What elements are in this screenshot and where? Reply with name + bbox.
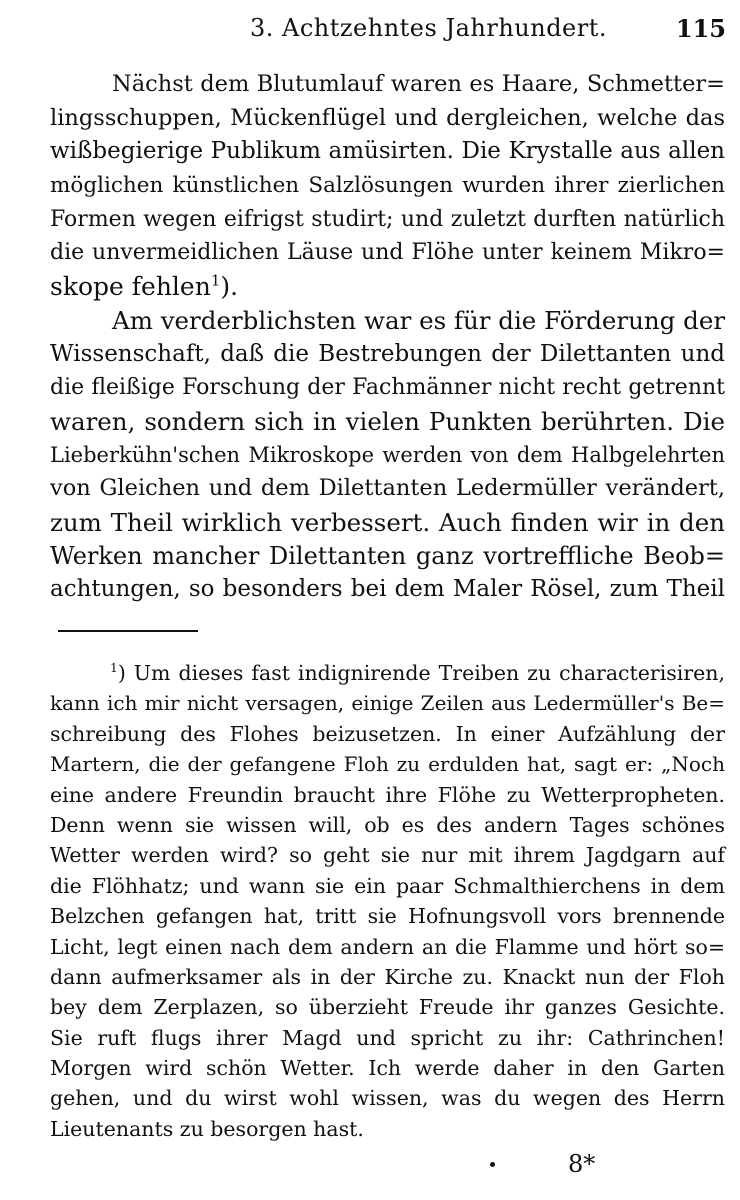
footnote-block: [50, 658, 725, 1144]
body-line: die unvermeidlichen Läuse und Flöhe unter keinem Mikro=: [50, 240, 725, 266]
footnote-line: bey dem Zerplazen, so überzieht Freude ihr ganzes Gesichte.: [50, 995, 725, 1020]
body-line: wißbegierige Publikum amüsirten. Die Krystalle aus allen: [50, 138, 725, 165]
body-line-text: skope fehlen: [50, 272, 211, 302]
running-head: [0, 14, 740, 54]
body-line: Lieberkühn'schen Mikroskope werden von dem Halbgelehrten: [50, 442, 725, 467]
body-line: Am verderblichsten war es für die Förderung der: [112, 305, 726, 335]
body-line: achtungen, so besonders bei dem Maler Rösel, zum Theil: [50, 576, 725, 603]
body-line-with-footnote-ref: [50, 270, 725, 304]
footnote-line: Sie ruft flugs ihrer Magd und spricht zu ihr: Cathrinchen!: [50, 1025, 725, 1050]
running-title: 3. Achtzehntes Jahrhundert.: [250, 14, 607, 42]
footnote-line: Lieutenants zu besorgen hast.: [50, 1116, 364, 1141]
body-line: lingsschuppen, Mückenflügel und dergleichen, welche das: [50, 104, 725, 131]
footnote-line: Licht, legt einen nach dem andern an die Flamme und hört so=: [50, 934, 725, 959]
body-line: möglichen künstlichen Salzlösungen wurden ihrer zierlichen: [50, 173, 725, 199]
footnote-marker: 1: [110, 661, 118, 676]
body-text: [50, 68, 725, 607]
signature-mark: 8*: [568, 1150, 596, 1178]
body-line: Nächst dem Blutumlauf waren es Haare, Schmetter=: [112, 71, 725, 97]
printer-dot: [490, 1162, 495, 1167]
body-line: Wissenschaft, daß die Bestrebungen der Dilettanten und: [50, 340, 725, 367]
body-line: die fleißige Forschung der Fachmänner nicht recht getrennt: [50, 375, 725, 401]
footnote-reference: 1: [210, 271, 221, 290]
footnote-line: Morgen wird schön Wetter. Ich werde daher in den Garten: [50, 1056, 725, 1081]
footnote-line-text: ) Um dieses fast indignirende Treiben zu characterisiren,: [117, 661, 725, 685]
footnote-reference-tail: ).: [220, 272, 239, 302]
footnote-line: die Flöhhatz; und wann sie ein paar Schmalthierchens in dem: [50, 873, 725, 898]
body-line: waren, sondern sich in vielen Punkten berührten. Die: [50, 406, 725, 436]
body-line: zum Theil wirklich verbessert. Auch finden wir in den: [50, 507, 725, 537]
body-line: Formen wegen eifrigst studirt; und zuletzt durften natürlich: [50, 206, 725, 232]
footnote-line: schreibung des Flohes beizusetzen. In einer Aufzählung der: [50, 721, 725, 746]
body-line: von Gleichen und dem Dilettanten Ledermüller verändert,: [50, 475, 725, 502]
footnote-line: gehen, und du wirst wohl wissen, was du wegen des Herrn: [50, 1086, 725, 1111]
footnote-line: Belzchen gefangen hat, tritt sie Hofnungsvoll vors brennende: [50, 904, 725, 929]
body-line: Werken mancher Dilettanten ganz vortreffliche Beob=: [50, 541, 725, 570]
footnote-line: eine andere Freundin braucht ihre Flöhe zu Wetterpropheten.: [50, 782, 725, 807]
footnote-divider: [58, 630, 198, 632]
footnote-line: kann ich mir nicht versagen, einige Zeilen aus Ledermüller's Be=: [50, 691, 725, 716]
page-number: 115: [675, 14, 726, 43]
footnote-line-with-marker: [50, 658, 725, 688]
footnote-line: Wetter werden wird? so geht sie nur mit ihrem Jagdgarn auf: [50, 843, 725, 868]
footnote-line: Denn wenn sie wissen will, ob es des andern Tages schönes: [50, 812, 725, 837]
footnote-line: dann aufmerksamer als in der Kirche zu. Knackt nun der Floh: [50, 964, 725, 989]
footnote-line: Martern, die der gefangene Floh zu erdulden hat, sagt er: „Noch: [50, 752, 725, 777]
